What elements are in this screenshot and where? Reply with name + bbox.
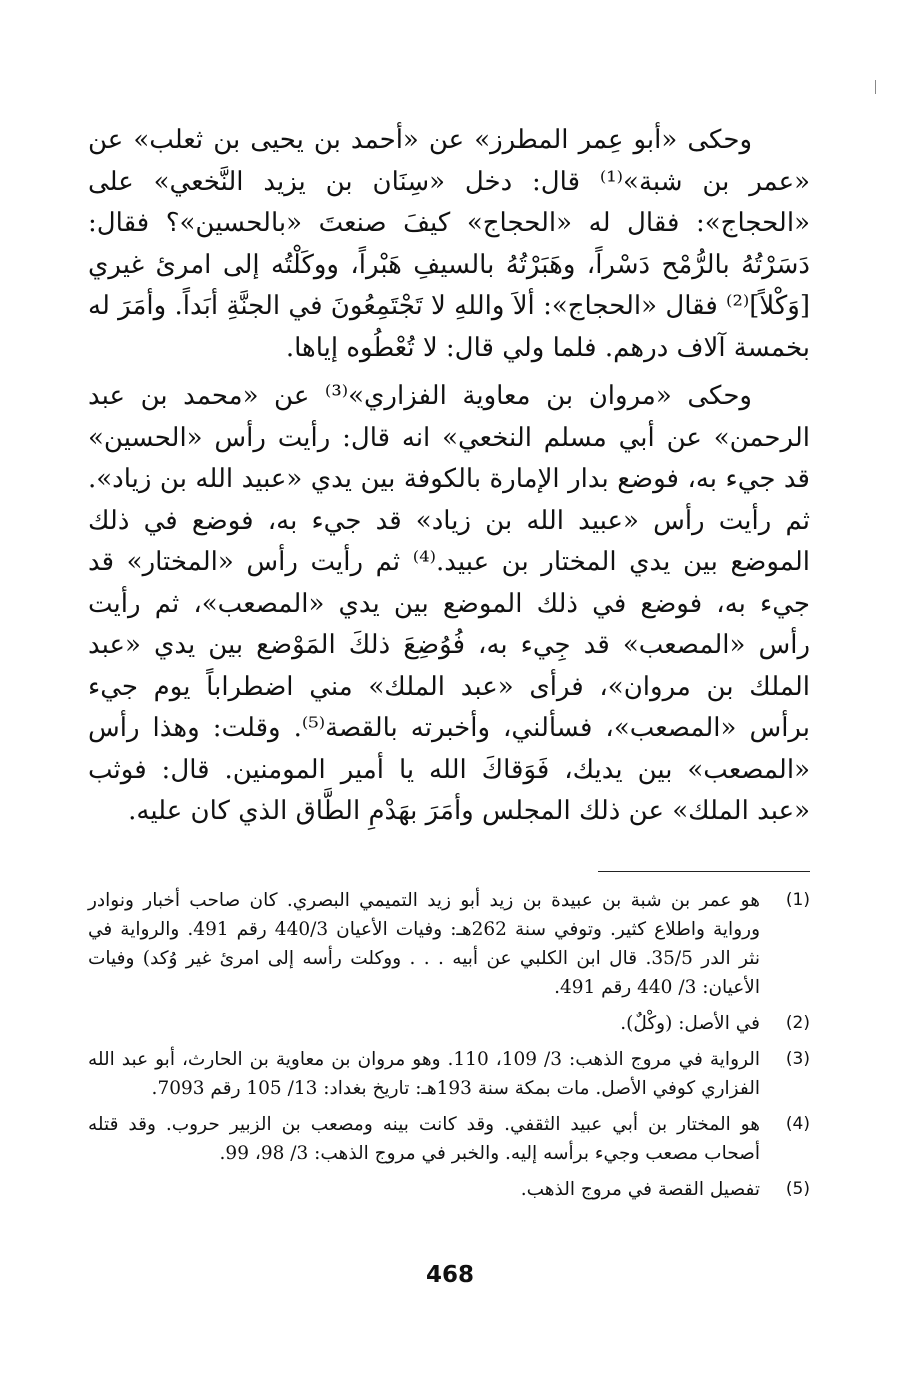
footnotes [88,886,810,1211]
footnote-1 [88,886,810,1002]
main-text [88,120,810,840]
footnote-number: (4) [785,1114,810,1134]
paragraph-1: وحكى «أبو عِمر المطرز» عن «أحمد بن يحيى بن ثعلب» عن «عمر بن شبة»⁽¹⁾ قال: دخل «سِنَان بن يزيد النَّخعي» على «الحجاج»: فقال له «الحجاج» كيفَ صنعتَ «بالحسين»؟ فقال: دَسَرْتُهُ بالرُّمْح دَسْراً، وهَبَرْتُهُ بالسيفِ هَبْراً، ووكَلْتُه إلى امرئ غيري [وَكْلاً]⁽²⁾ فقال «الحجاج»: ألاَ واللهِ لا تَجْتَمِعُونَ في الجنَّةِ أبَداً. وأمَرَ له بخمسة آلاف درهم. فلما ولي قال: لا تُعْطُوه إياها. [88,125,810,363]
footnote-number: (1) [785,890,810,910]
footnote-5 [88,1175,810,1204]
footnote-text: تفصيل القصة في مروج الذهب. [520,1179,760,1200]
footnote-3 [88,1045,810,1103]
footnote-4 [88,1110,810,1168]
footnote-text: هو المختار بن أبي عبيد الثقفي. وقد كانت بينه ومصعب بن الزبير حروب. وقد قتله أصحاب مصعب وجيء برأسه إليه. والخبر في مروج الذهب: 3/ 98، 99. [88,1114,760,1164]
footnote-number: (5) [785,1179,810,1199]
paragraph-2: وحكى «مروان بن معاوية الفزاري»⁽³⁾ عن «محمد بن عبد الرحمن» عن أبي مسلم النخعي» انه قال: رأيت رأس «الحسين» قد جيء به، فوضع بدار الإمارة بالكوفة بين يدي «عبيد الله بن زياد». ثم رأيت رأس «عبيد الله بن زياد» قد جيء به، فوضع في ذلك الموضع بين يدي المختار بن عبيد.⁽⁴⁾ ثم رأيت رأس «المختار» قد جيء به، فوضع في ذلك الموضع بين يدي «المصعب»، ثم رأيت رأس «المصعب» قد جِيء به، فُوُضِعَ ذلكَ المَوْضع بين يدي «عبد الملك بن مروان»، فرأى «عبد الملك» مني اضطراباً يوم جيء برأس «المصعب»، فسألني، وأخبرته بالقصة⁽⁵⁾. وقلت: وهذا رأس «المصعب» بين يديك، فَوَقاكَ الله يا أمير المومنين. قال: فوثب «عبد الملك» عن ذلك المجلس وأمَرَ بهَدْمِ الطَّاق الذي كان عليه. [88,381,811,826]
footnote-separator [598,871,810,872]
footnote-text: في الأصل: (وكْلٌ). [620,1013,760,1034]
footnote-text: الرواية في مروج الذهب: 3/ 109، 110. وهو مروان بن معاوية بن الحارث، أبو عبد الله الفزاري كوفي الأصل. مات بمكة سنة 193هـ: تاريخ بغداد: 13/ 105 رقم 7093. [88,1049,760,1099]
footnote-text: هو عمر بن شبة بن عبيدة بن زيد أبو زيد التميمي البصري. كان صاحب أخبار ونوادر ورواية واطلاع كثير. وتوفي سنة 262هـ: وفيات الأعيان 440/3 رقم 491. والرواية في نثر الدر 35/5. قال ابن الكلبي عن أبيه . . . ووكلت رأسه إلى امرئ غير وُكد) وفيات الأعيان: 3/ 440 رقم 491. [88,890,761,998]
footnote-number: (2) [785,1013,810,1033]
margin-mark [875,80,880,94]
page-number: 468 [425,1262,474,1288]
footnote-number: (3) [785,1049,810,1069]
footnote-2 [88,1009,810,1038]
